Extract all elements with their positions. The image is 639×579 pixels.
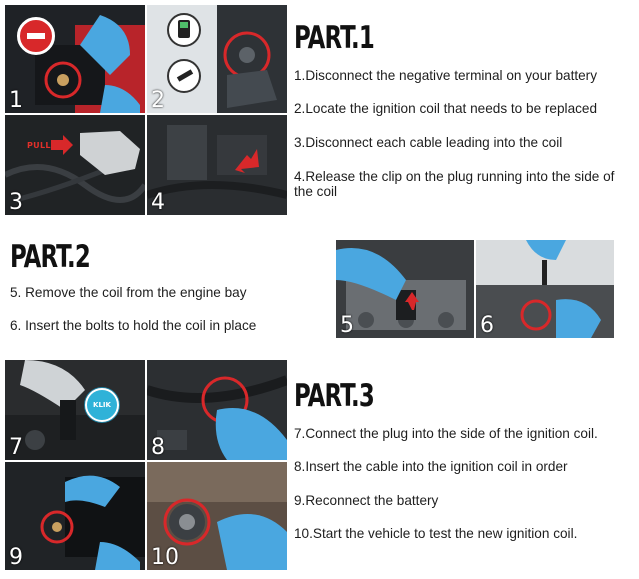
step-9: 9.Reconnect the battery (294, 493, 439, 508)
pull-label: PULL (27, 141, 51, 150)
obd-scanner-icon (167, 13, 201, 47)
part2-heading: PART.2 (10, 239, 91, 275)
photo-number: 3 (9, 190, 23, 215)
connector-icon (167, 59, 201, 93)
photo-step-1 (5, 5, 145, 113)
photo-step-2 (147, 5, 287, 113)
photo-step-7 (5, 360, 145, 460)
photo-number: 2 (151, 88, 165, 113)
photo-step-10 (147, 462, 287, 570)
part3-heading: PART.3 (294, 378, 375, 414)
minus-sign-icon (17, 17, 55, 55)
step-10: 10.Start the vehicle to test the new ignition coil. (294, 526, 578, 541)
step-4: 4.Release the clip on the plug running into the side of the coil (294, 169, 615, 199)
step-2: 2.Locate the ignition coil that needs to be replaced (294, 101, 598, 116)
part1-heading: PART.1 (294, 20, 375, 56)
photo-number: 1 (9, 88, 23, 113)
photo-number: 6 (480, 313, 494, 338)
photo-step-9 (5, 462, 145, 570)
photo-number: 9 (9, 545, 23, 570)
photo-number: 7 (9, 435, 23, 460)
photo-step-4 (147, 115, 287, 215)
step-8: 8.Insert the cable into the ignition coil in order (294, 459, 568, 474)
photo-number: 10 (151, 545, 179, 570)
photo-step-5 (336, 240, 474, 338)
photo-number: 5 (340, 313, 354, 338)
photo-step-3 (5, 115, 145, 215)
step-7: 7.Connect the plug into the side of the ignition coil. (294, 426, 598, 441)
photo-step-6 (476, 240, 614, 338)
step-1: 1.Disconnect the negative terminal on your battery (294, 68, 598, 83)
photo-number: 4 (151, 190, 165, 215)
step-5: 5. Remove the coil from the engine bay (10, 285, 247, 300)
step-3: 3.Disconnect each cable leading into the coil (294, 135, 563, 150)
step-6: 6. Insert the bolts to hold the coil in place (10, 318, 257, 333)
klik-badge-icon: KLIK (85, 388, 119, 422)
photo-step-8 (147, 360, 287, 460)
photo-number: 8 (151, 435, 165, 460)
